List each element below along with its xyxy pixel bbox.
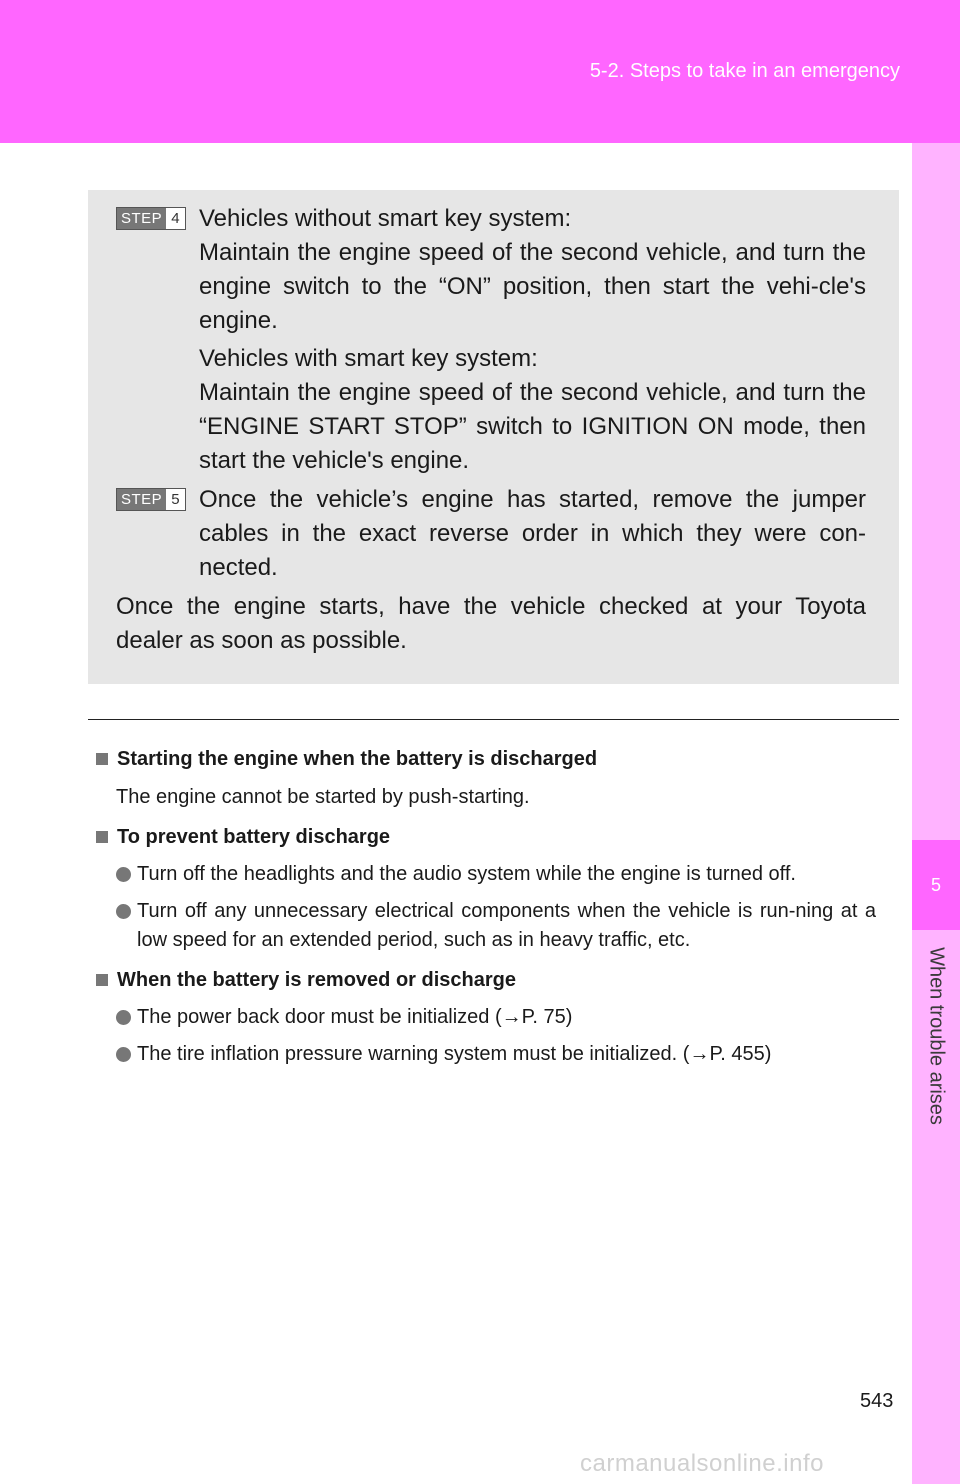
step-subheading: Vehicles without smart key system: xyxy=(199,205,572,232)
step-subheading: Vehicles with smart key system: xyxy=(199,345,538,372)
section-title: 5-2. Steps to take in an emergency xyxy=(589,60,900,82)
list-item xyxy=(116,1040,876,1069)
square-bullet-icon xyxy=(96,753,108,765)
chapter-title: When trouble arises xyxy=(925,947,948,1125)
list-item xyxy=(116,860,876,889)
list-item-text[interactable]: The power back door must be initialized (→P. 75) xyxy=(137,1006,573,1028)
step-text: Maintain the engine speed of the second vehicle, and turn the engine switch to the “ON” position, then start the vehi-cle's engine. xyxy=(199,239,866,334)
step-badge xyxy=(116,207,186,230)
note-text: The engine cannot be started by push-starting. xyxy=(116,786,530,808)
step-badge xyxy=(116,488,186,511)
note-heading xyxy=(96,965,876,995)
notes-section xyxy=(96,744,876,1069)
step-number: 5 xyxy=(171,491,180,508)
chapter-number-tab[interactable]: 5 xyxy=(912,840,960,930)
watermark: carmanualsonline.info xyxy=(580,1450,824,1477)
divider-line xyxy=(88,719,899,720)
circle-bullet-icon xyxy=(116,1010,131,1025)
note-heading-text: Starting the engine when the battery is discharged xyxy=(117,748,598,770)
note-heading xyxy=(96,744,876,774)
step-content xyxy=(199,483,866,585)
circle-bullet-icon xyxy=(116,1047,131,1062)
step-text: Maintain the engine speed of the second vehicle, and turn the “ENGINE START STOP” switch to IGNITION ON mode, then start the vehicle's engine. xyxy=(199,379,866,474)
step-label: STEP xyxy=(117,208,166,229)
list-item-text: Turn off the headlights and the audio system while the engine is turned off. xyxy=(137,863,796,885)
square-bullet-icon xyxy=(96,831,108,843)
list-item-text[interactable]: The tire inflation pressure warning system must be initialized. (→P. 455) xyxy=(137,1043,772,1065)
step-text: Once the vehicle’s engine has started, remove the jumper cables in the exact reverse order in which they were con-nected. xyxy=(199,486,866,581)
note-heading-text: To prevent battery discharge xyxy=(117,826,391,848)
note-heading-text: When the battery is removed or discharge xyxy=(117,969,516,991)
square-bullet-icon xyxy=(96,974,108,986)
note-heading xyxy=(96,822,876,852)
page-number: 543 xyxy=(860,1390,894,1412)
list-item-text: Turn off any unnecessary electrical components when the vehicle is run-ning at a low speed for an extended period, such as in heavy traffic, etc. xyxy=(137,900,876,951)
list-item xyxy=(116,1003,876,1032)
circle-bullet-icon xyxy=(116,904,131,919)
step-label: STEP xyxy=(117,489,166,510)
list-item xyxy=(116,897,876,955)
page-header xyxy=(0,0,960,143)
closing-text: Once the engine starts, have the vehicle checked at your Toyota dealer as soon as possible. xyxy=(116,593,866,654)
circle-bullet-icon xyxy=(116,867,131,882)
step-content xyxy=(199,202,866,478)
step-number: 4 xyxy=(171,210,180,227)
chapter-side-tab xyxy=(912,143,960,1484)
